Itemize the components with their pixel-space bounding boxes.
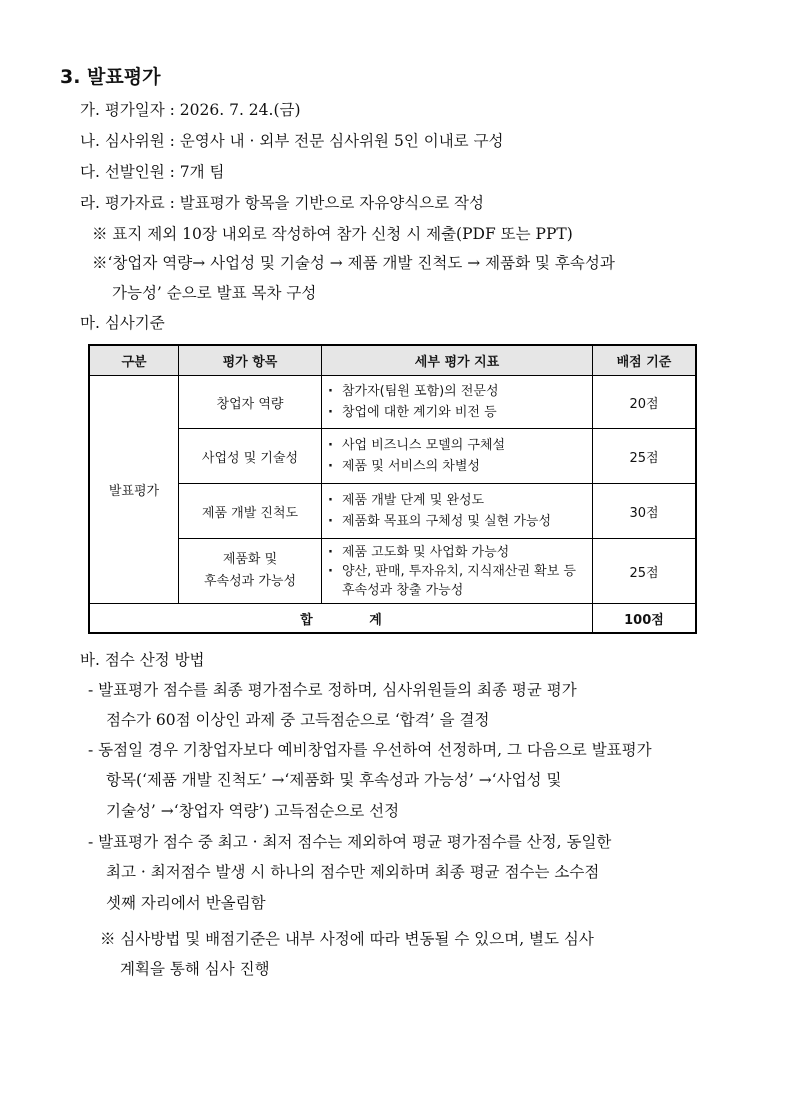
item-cell (179, 539, 322, 604)
points-cell: 25점 (593, 429, 696, 484)
detail-bullet-cont: 후속성과 창출 가능성 (342, 582, 464, 598)
detail-bullet: · 제품 개발 단계 및 완성도 (328, 490, 586, 511)
total-label: 합 계 (300, 612, 408, 628)
detail-bullet: · 사업 비즈니스 모델의 구체설 (328, 435, 586, 456)
scoring-note-line1: ※ 심사방법 및 배점기준은 내부 사정에 따라 변동될 수 있으며, 별도 심사 (100, 930, 594, 948)
total-points: 100점 (593, 604, 696, 633)
scoring-p3-line3: 셋째 자리에서 반올림함 (106, 894, 266, 912)
criteria-title: 마. 심사기준 (80, 314, 165, 332)
detail-cell (322, 484, 593, 539)
note-order-cont: 가능성’ 순으로 발표 목차 구성 (112, 284, 317, 302)
eval-materials-line: 라. 평가자료 : 발표평가 항목을 기반으로 자유양식으로 작성 (80, 194, 484, 212)
category-cell: 발표평가 (90, 376, 179, 604)
selection-count-line: 다. 선발인원 : 7개 팀 (80, 163, 225, 181)
header-category: 구분 (90, 346, 179, 376)
table-row (90, 376, 696, 429)
table-row (90, 539, 696, 604)
detail-bullet: · 창업에 대한 계기와 비전 등 (328, 402, 586, 423)
item-line: 제품화 및 (222, 552, 278, 567)
detail-cell (322, 429, 593, 484)
table-row (90, 484, 696, 539)
item-line: 후속성과 가능성 (203, 574, 297, 589)
total-row (90, 604, 696, 633)
points-cell: 25점 (593, 539, 696, 604)
scoring-p1-line1: - 발표평가 점수를 최종 평가점수로 정하며, 심사위원들의 최종 평균 평가 (88, 681, 577, 699)
criteria-table (89, 345, 696, 633)
scoring-note-line2: 계획을 통해 심사 진행 (120, 960, 270, 978)
header-detail: 세부 평가 지표 (322, 346, 593, 376)
note-submission: ※ 표지 제외 10장 내외로 작성하여 참가 신청 시 제출(PDF 또는 PPT) (92, 225, 573, 243)
item-cell: 창업자 역량 (179, 376, 322, 429)
scoring-p2-line1: - 동점일 경우 기창업자보다 예비창업자를 우선하여 선정하며, 그 다음으로 발표평가 (88, 741, 652, 759)
table-header-row (90, 346, 696, 376)
note-order: ※‘창업자 역량→ 사업성 및 기술성 → 제품 개발 진척도 → 제품화 및 후속성과 (92, 254, 615, 272)
points-cell: 30점 (593, 484, 696, 539)
detail-cell (322, 376, 593, 429)
header-points: 배점 기준 (593, 346, 696, 376)
detail-cell (322, 539, 593, 604)
item-cell: 제품 개발 진척도 (179, 484, 322, 539)
points-cell: 20점 (593, 376, 696, 429)
detail-bullet: · 양산, 판매, 투자유치, 지식재산권 확보 등 (328, 562, 586, 581)
total-label-cell (90, 604, 593, 633)
table-row (90, 429, 696, 484)
detail-bullet: · 제품 고도화 및 사업화 가능성 (328, 543, 586, 562)
detail-bullet: · 제품화 목표의 구체성 및 실현 가능성 (328, 511, 586, 532)
scoring-p2-line3: 기술성’ →‘창업자 역량’) 고득점순으로 선정 (106, 802, 400, 820)
scoring-p3-line2: 최고 · 최저점수 발생 시 하나의 점수만 제외하며 최종 평균 점수는 소수점 (106, 863, 600, 881)
scoring-title: 바. 점수 산정 방법 (80, 651, 205, 669)
detail-bullet: · 제품 및 서비스의 차별성 (328, 456, 586, 477)
section-heading: 3. 발표평가 (60, 66, 161, 88)
judges-line: 나. 심사위원 : 운영사 내 · 외부 전문 심사위원 5인 이내로 구성 (80, 132, 504, 150)
scoring-p1-line2: 점수가 60점 이상인 과제 중 고득점순으로 ‘합격’ 을 결정 (106, 711, 490, 729)
scoring-p2-line2: 항목(‘제품 개발 진척도’ →‘제품화 및 후속성과 가능성’ →‘사업성 및 (106, 771, 562, 789)
detail-bullet: · 참가자(팀원 포함)의 전문성 (328, 381, 586, 402)
scoring-p3-line1: - 발표평가 점수 중 최고 · 최저 점수는 제외하여 평균 평가점수를 산정, 동일한 (88, 833, 612, 851)
eval-date-line: 가. 평가일자 : 2026. 7. 24.(금) (80, 101, 301, 119)
header-item: 평가 항목 (179, 346, 322, 376)
item-cell: 사업성 및 기술성 (179, 429, 322, 484)
